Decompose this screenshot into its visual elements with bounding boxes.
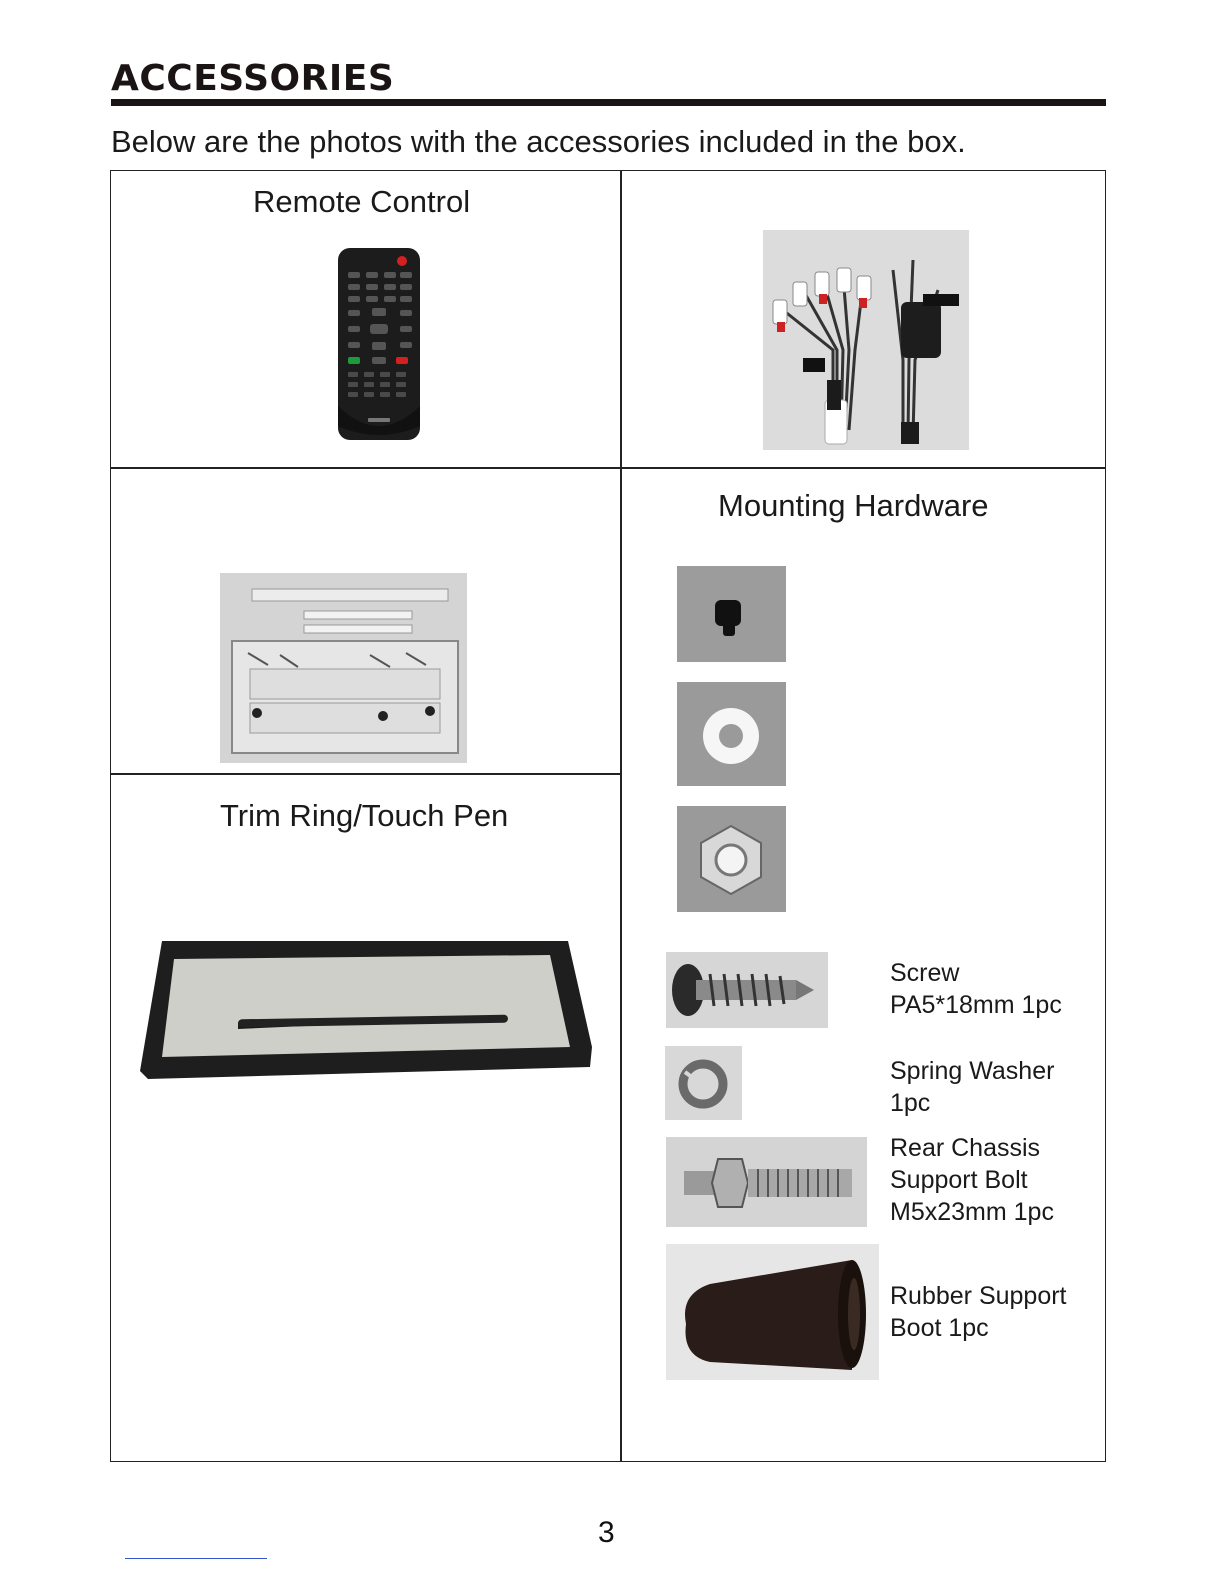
trim-ring-photo — [138, 937, 598, 1083]
support-bolt-photo — [666, 1137, 867, 1227]
remote-control-label: Remote Control — [253, 184, 471, 219]
rubber-boot-label — [890, 1280, 1067, 1344]
spring-washer-label — [890, 1055, 1054, 1119]
page-number: 3 — [598, 1516, 615, 1549]
rubber-boot-detail: Boot 1pc — [890, 1314, 989, 1342]
table-divider-row1 — [110, 467, 1106, 469]
spring-washer-detail: 1pc — [890, 1089, 931, 1117]
page-heading: ACCESSORIES — [111, 58, 395, 99]
support-bolt-detail-2: M5x23mm 1pc — [890, 1198, 1054, 1226]
screw-photo — [666, 952, 828, 1028]
mounting-bracket-photo — [220, 573, 467, 763]
rubber-boot-photo — [666, 1244, 879, 1380]
screw-label — [890, 957, 1062, 1021]
spring-washer-photo — [665, 1046, 742, 1120]
trim-ring-label: Trim Ring/Touch Pen — [220, 798, 509, 833]
wiring-harness-photo — [763, 230, 969, 450]
table-divider-vertical — [620, 170, 622, 1462]
rubber-cap-photo — [677, 566, 786, 662]
mounting-hardware-label: Mounting Hardware — [718, 488, 989, 523]
remote-control-photo — [336, 246, 422, 442]
screw-detail: PA5*18mm 1pc — [890, 991, 1062, 1019]
rubber-boot-name: Rubber Support — [890, 1282, 1067, 1310]
footer-line — [125, 1558, 267, 1559]
screw-name: Screw — [890, 959, 960, 987]
spring-washer-name: Spring Washer — [890, 1057, 1055, 1085]
support-bolt-detail: Support Bolt — [890, 1166, 1028, 1194]
flat-washer-photo — [677, 682, 786, 786]
support-bolt-name: Rear Chassis — [890, 1134, 1041, 1162]
table-divider-row2 — [110, 773, 621, 775]
intro-text: Below are the photos with the accessories included in the box. — [111, 124, 966, 159]
support-bolt-label — [890, 1132, 1054, 1228]
hex-nut-photo — [677, 806, 786, 912]
heading-rule — [111, 99, 1106, 106]
